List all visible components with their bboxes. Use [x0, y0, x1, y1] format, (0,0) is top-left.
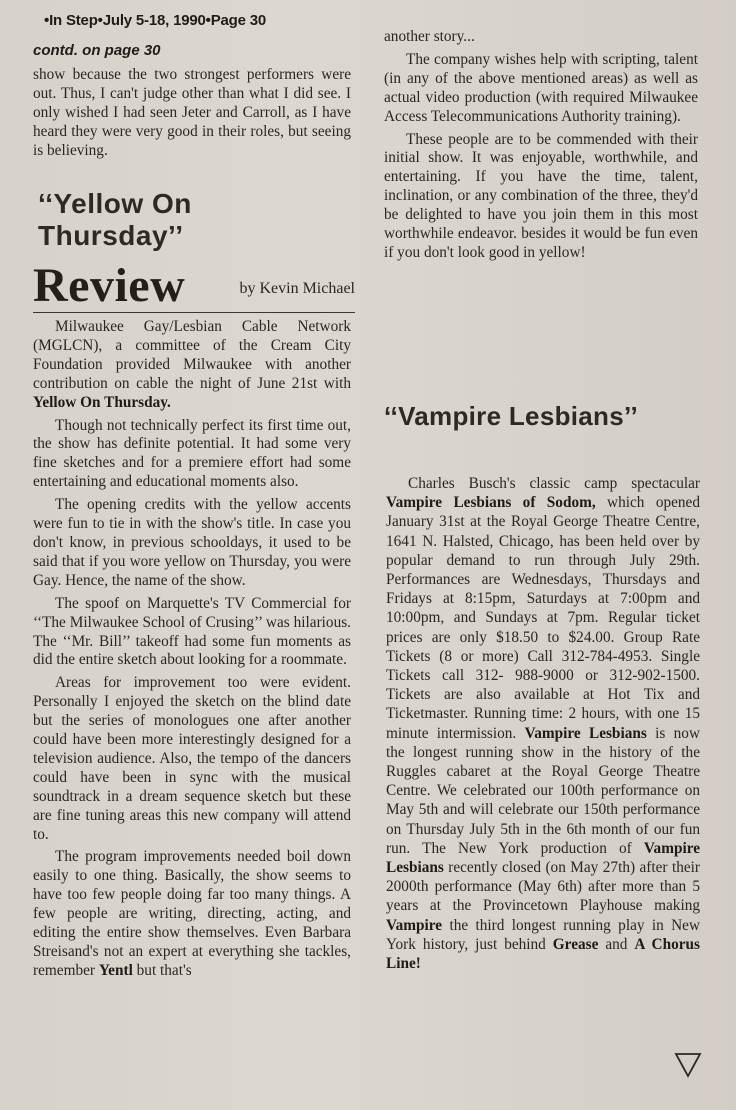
article2-text: and: [598, 935, 635, 953]
article2-bold-title: Grease: [552, 935, 599, 953]
article1-p1-text: Milwaukee Gay/Lesbian Cable Network (MGLCN), a committee of the Cream City Foundation provided Milwaukee with another contribution on cable the night of June 21st with: [33, 318, 351, 392]
byline: by Kevin Michael: [239, 280, 355, 297]
article1-paragraph: [33, 318, 351, 413]
article2-text: is now the longest running show in the history of the Ruggles cabaret at the Royal George Theatre Centre. We celebrated our 100th performance on May 5th and will celebrate our 150th performance on Thursday July 5th in the 6th month of our fun run. The New York production of: [386, 724, 700, 857]
article1-paragraph: Though not technically perfect its first time out, the show has definite potential. It had some very fine sketches and for a premiere effort had some entertaining and educational moments also.: [33, 416, 351, 491]
article2-bold-title: Vampire Lesbians: [524, 724, 647, 742]
article1-paragraph: another story...: [384, 28, 475, 45]
masthead-publication: In Step: [49, 12, 98, 29]
masthead-bullet: •: [205, 12, 211, 29]
section-title: Review: [33, 259, 186, 312]
continued-paragraph: show because the two strongest performers were out. Thus, I can't judge other than what I did see. I only wished I had seen Jeter and Carroll, as I have heard they were very good in their roles, but seeing is believing.: [33, 66, 351, 159]
masthead: [44, 12, 266, 29]
article1-paragraph: The spoof on Marquette's TV Commercial for ‘‘The Milwaukee School of Crusing’’ was hilarious. The ‘‘Mr. Bill’’ takeoff had some fun moments as did the entire sketch about looking for a roommate.: [33, 594, 351, 669]
article2-paragraph: [386, 474, 700, 973]
article1-paragraph: Areas for improvement too were evident. Personally I enjoyed the sketch on the blind date but the series of monologues one after another could have been more interestingly designed for a television audience. Also, the tempo of the dancers could have been in sync with the musical soundtrack in a dream sequence sketch but these are fine tuning areas this new company will attend to.: [33, 674, 351, 843]
article1-paragraph: The opening credits with the yellow accents were fun to tie in with the show's title. In case you don't know, in previous schooldays, it used to be said that if you wore yellow on Thursday, you were Gay. Hence, the name of the show.: [33, 496, 351, 589]
article1-title-line2: Thursday’’: [38, 220, 184, 251]
article1-p6-tail: but that's: [132, 961, 192, 979]
masthead-dates: July 5-18, 1990: [102, 12, 206, 29]
article2-text: recently closed (on May 27th) after their 2000th performance (May 6th) after more than 5 years at the Provincetown Playhouse making: [386, 859, 700, 915]
article1-body-left: [33, 318, 351, 985]
article2-bold-title: A Chorus Line!: [386, 935, 700, 973]
article2-text: the third longest running play in New York history, just behind: [386, 916, 700, 953]
article2-text: which opened January 31st at the Royal George Theatre Centre, 1641 N. Halsted, Chicago, has been held over by popular demand to run through July 29th. Performances are Wednesdays, Thursdays and Fridays at 8:15pm, Saturdays at 7:00pm and 10:00pm, and Sundays at 7pm. Regular ticket prices are only $18.50 to $24.00. Group Rate Tickets (8 or more) Call 312-784-4953. Single Tickets call 312- 988-9000 or 312-902-1500. Tickets are also available at Hot Tix and Ticketmaster. Running time: 2 hours, with one 15 minute intermission.: [386, 494, 700, 742]
article1-headline: [38, 188, 348, 252]
left-continued-text: [33, 66, 351, 161]
continued-label: contd. on page 30: [33, 42, 161, 59]
article1-paragraph: These people are to be commended with their initial show. It was enjoyable, worthwhile, and entertaining. If you have the time, talent, inclination, or any combination of the three, they'd be delighted to have you join them in this most worthwhile endeavor. besides it would be fun even if you don't look good in yellow!: [384, 130, 698, 261]
article2-headline: ‘‘Vampire Lesbians’’: [384, 401, 639, 431]
article2-bold-title: Vampire: [386, 916, 443, 934]
article1-yentl: Yentl: [98, 961, 133, 979]
article2-bold-title: Vampire Lesbians of Sodom,: [386, 494, 596, 512]
masthead-page: Page 30: [210, 12, 267, 29]
article1-title-line1: ‘‘Yellow On: [38, 188, 192, 219]
article2-bold-title: Vampire Lesbians: [386, 839, 700, 877]
article1-p6-text: The program improvements needed boil down easily to one thing. Basically, the show seems to have too few people doing far too many things. A few people are writing, directing, acting, and editing the entire show themselves. Even Barbara Streisand's not an expert at everything she tackles, remember: [33, 848, 351, 979]
article1-paragraph: The company wishes help with scripting, talent (in any of the above mentioned areas) as well as actual video production (with required Milwaukee Access Telecommunications Authority training).: [384, 50, 698, 125]
article1-body-right: [384, 28, 698, 267]
masthead-bullet: •: [44, 12, 50, 29]
article2-text: Charles Busch's classic camp spectacular: [408, 475, 700, 492]
down-triangle-end-mark-icon: [674, 1052, 702, 1078]
masthead-bullet: •: [97, 12, 103, 29]
article1-show-title: Yellow On Thursday.: [33, 393, 171, 411]
review-banner: [33, 260, 355, 313]
article2-body: [386, 474, 700, 973]
article1-paragraph: [33, 848, 351, 980]
